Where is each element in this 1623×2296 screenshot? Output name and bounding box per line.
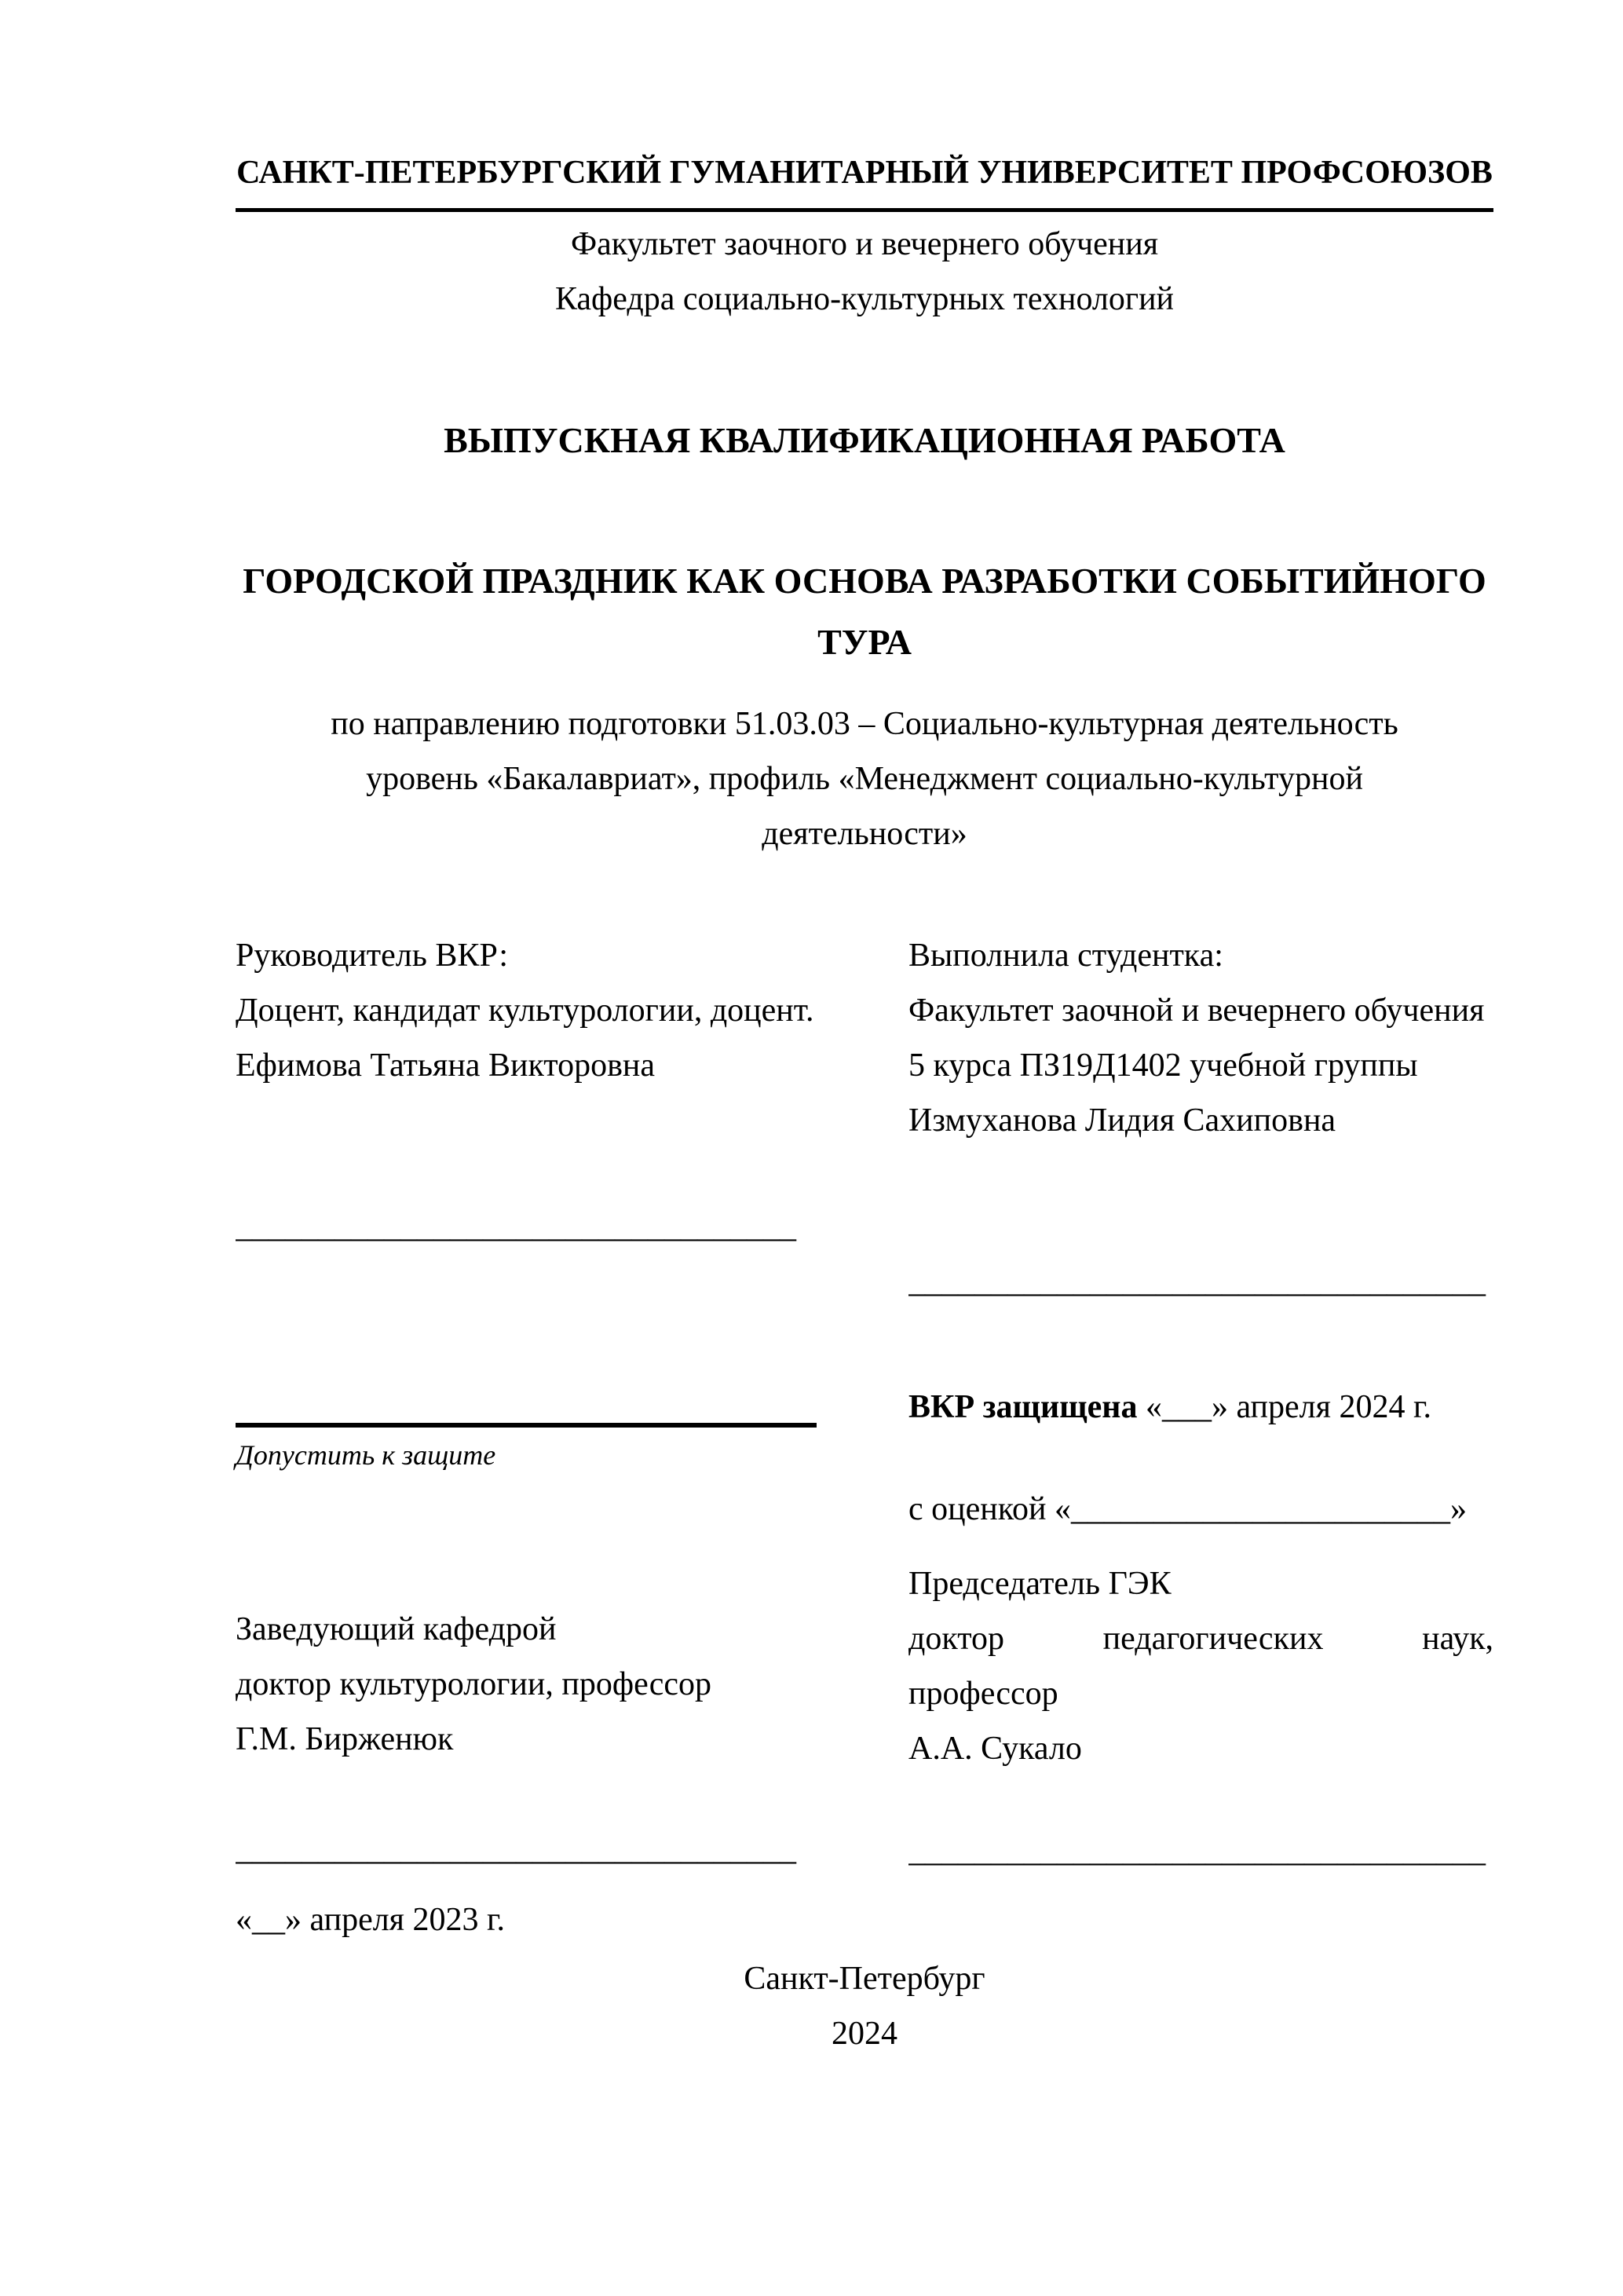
chair-degree-rest: профессор bbox=[908, 1676, 1058, 1712]
university-name: САНКТ-ПЕТЕРБУРГСКИЙ ГУМАНИТАРНЫЙ УНИВЕРСИТЕТ ПРОФСОЮЗОВ bbox=[236, 145, 1493, 212]
student-signature-line: ___________________________________ bbox=[908, 1263, 1486, 1300]
program-level-line2: деятельности» bbox=[762, 816, 967, 852]
head-position: Заведующий кафедрой bbox=[236, 1611, 557, 1647]
committee-chair-block bbox=[908, 1556, 1493, 1776]
student-label: Выполнила студентка: bbox=[908, 938, 1223, 974]
chair-signature-line: ___________________________________ bbox=[908, 1833, 1486, 1869]
signatures-section bbox=[236, 928, 1493, 1947]
chair-label: Председатель ГЭК bbox=[908, 1566, 1172, 1602]
student-faculty: Факультет заочной и вечернего обучения bbox=[908, 993, 1485, 1029]
chair-degree: доктор педагогических наук, bbox=[908, 1621, 1493, 1657]
department-head-block bbox=[236, 1602, 817, 1767]
thesis-title: ГОРОДСКОЙ ПРАЗДНИК КАК ОСНОВА РАЗРАБОТКИ СОБЫТИЙНОГО ТУРА bbox=[243, 561, 1486, 662]
head-signature-line: __________________________________ bbox=[236, 1831, 796, 1867]
grade-line: с оценкой «_______________________» bbox=[908, 1491, 1467, 1527]
supervisor-signature-line: __________________________________ bbox=[236, 1208, 796, 1245]
defense-label: ВКР защищена bbox=[908, 1389, 1138, 1425]
footer-city: Санкт-Петербург bbox=[744, 1961, 985, 1997]
program-direction: по направлению подготовки 51.03.03 – Социально-культурная деятельность bbox=[331, 706, 1398, 742]
student-column bbox=[908, 928, 1493, 1947]
supervisor-column bbox=[236, 928, 817, 1947]
supervisor-name: Ефимова Татьяна Викторовна bbox=[236, 1047, 656, 1084]
chair-name: А.А. Сукало bbox=[908, 1731, 1082, 1767]
faculty-name: Факультет заочного и вечернего обучения bbox=[570, 226, 1159, 262]
student-group: 5 курса ПЗ19Д1402 учебной группы bbox=[908, 1047, 1418, 1084]
admission-date: «__» апреля 2023 г. bbox=[236, 1902, 505, 1938]
head-name: Г.М. Бирженюк bbox=[236, 1721, 454, 1757]
head-degree: доктор культурологии, профессор bbox=[236, 1666, 712, 1702]
supervisor-position: Доцент, кандидат культурологии, доцент. bbox=[236, 993, 814, 1029]
student-name: Измуханова Лидия Сахиповна bbox=[908, 1102, 1336, 1139]
admission-label: Допустить к защите bbox=[236, 1439, 496, 1471]
program-info bbox=[236, 696, 1493, 861]
department-name: Кафедра социально-культурных технологий bbox=[554, 281, 1175, 317]
work-type-heading: ВЫПУСКНАЯ КВАЛИФИКАЦИОННАЯ РАБОТА bbox=[444, 420, 1285, 460]
supervisor-label: Руководитель ВКР: bbox=[236, 938, 509, 974]
defense-date-line bbox=[908, 1380, 1493, 1435]
footer-year: 2024 bbox=[832, 2016, 897, 2052]
program-level-line1: уровень «Бакалавриат», профиль «Менеджмент социально-культурной bbox=[366, 761, 1363, 797]
admission-rule bbox=[236, 1423, 817, 1428]
defense-date: «___» апреля 2024 г. bbox=[1137, 1389, 1431, 1425]
footer bbox=[236, 1951, 1493, 2061]
